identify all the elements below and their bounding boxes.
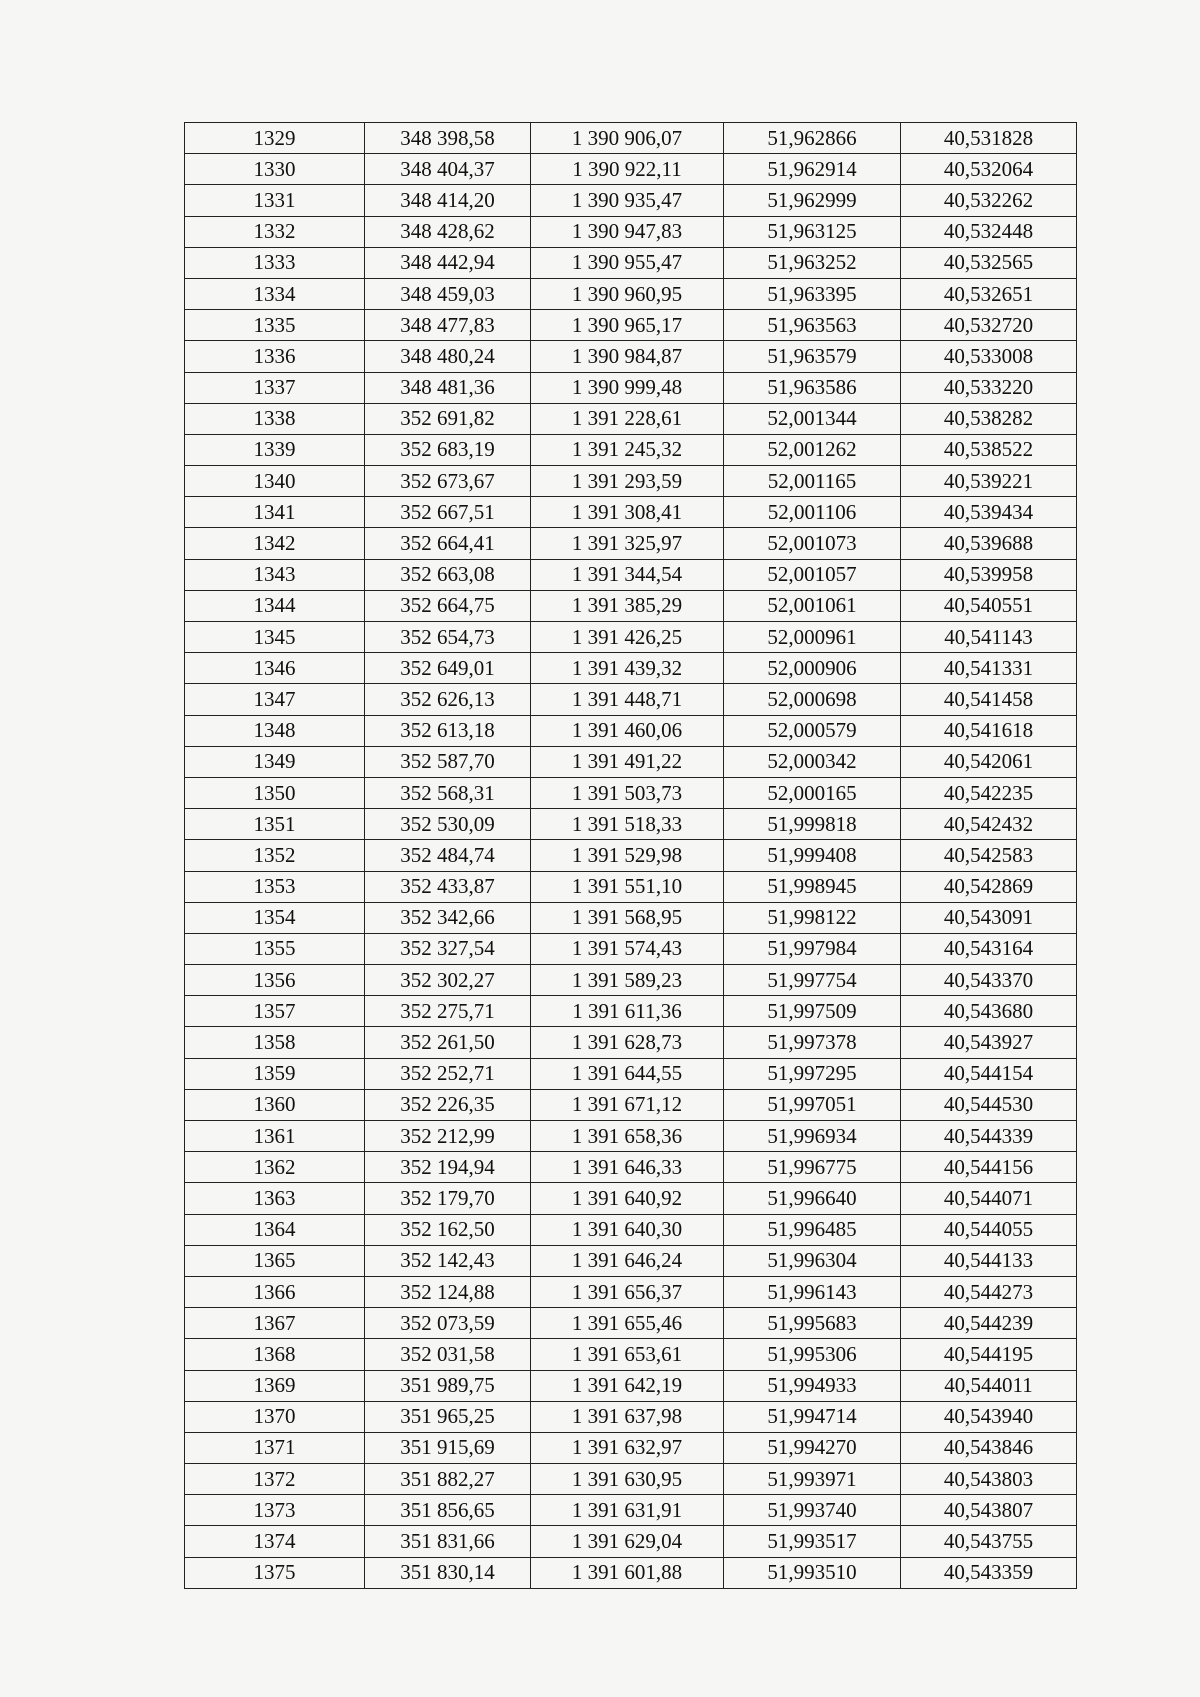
x-coordinate-cell: 351 882,27 [365, 1464, 531, 1495]
table-row [185, 622, 1077, 653]
y-coordinate-cell: 1 391 568,95 [531, 902, 724, 933]
latitude-cell: 52,001106 [724, 497, 901, 528]
y-coordinate-cell: 1 391 655,46 [531, 1308, 724, 1339]
point-number-cell: 1345 [185, 622, 365, 653]
table-row [185, 1089, 1077, 1120]
x-coordinate-cell: 352 073,59 [365, 1308, 531, 1339]
x-coordinate-cell: 352 212,99 [365, 1121, 531, 1152]
point-number-cell: 1374 [185, 1526, 365, 1557]
y-coordinate-cell: 1 391 325,97 [531, 528, 724, 559]
x-coordinate-cell: 352 654,73 [365, 622, 531, 653]
y-coordinate-cell: 1 391 637,98 [531, 1401, 724, 1432]
point-number-cell: 1363 [185, 1183, 365, 1214]
latitude-cell: 51,996304 [724, 1245, 901, 1276]
longitude-cell: 40,532448 [901, 216, 1077, 247]
point-number-cell: 1355 [185, 933, 365, 964]
latitude-cell: 52,000906 [724, 653, 901, 684]
table-row [185, 746, 1077, 777]
point-number-cell: 1368 [185, 1339, 365, 1370]
table-row [185, 590, 1077, 621]
latitude-cell: 51,962999 [724, 185, 901, 216]
x-coordinate-cell: 352 142,43 [365, 1245, 531, 1276]
x-coordinate-cell: 352 179,70 [365, 1183, 531, 1214]
table-row [185, 840, 1077, 871]
table-row [185, 403, 1077, 434]
table-row [185, 154, 1077, 185]
x-coordinate-cell: 348 428,62 [365, 216, 531, 247]
point-number-cell: 1371 [185, 1432, 365, 1463]
longitude-cell: 40,539688 [901, 528, 1077, 559]
latitude-cell: 51,997378 [724, 1027, 901, 1058]
point-number-cell: 1358 [185, 1027, 365, 1058]
table-row [185, 123, 1077, 154]
table-row [185, 965, 1077, 996]
x-coordinate-cell: 351 856,65 [365, 1495, 531, 1526]
point-number-cell: 1375 [185, 1557, 365, 1588]
y-coordinate-cell: 1 391 629,04 [531, 1526, 724, 1557]
point-number-cell: 1330 [185, 154, 365, 185]
point-number-cell: 1344 [185, 590, 365, 621]
longitude-cell: 40,544239 [901, 1308, 1077, 1339]
point-number-cell: 1340 [185, 466, 365, 497]
longitude-cell: 40,532262 [901, 185, 1077, 216]
longitude-cell: 40,543680 [901, 996, 1077, 1027]
table-row [185, 1152, 1077, 1183]
longitude-cell: 40,541458 [901, 684, 1077, 715]
y-coordinate-cell: 1 390 960,95 [531, 278, 724, 309]
table-row [185, 902, 1077, 933]
latitude-cell: 51,962866 [724, 123, 901, 154]
point-number-cell: 1357 [185, 996, 365, 1027]
y-coordinate-cell: 1 391 439,32 [531, 653, 724, 684]
latitude-cell: 51,997754 [724, 965, 901, 996]
point-number-cell: 1336 [185, 341, 365, 372]
table-row [185, 1495, 1077, 1526]
x-coordinate-cell: 352 226,35 [365, 1089, 531, 1120]
longitude-cell: 40,538522 [901, 434, 1077, 465]
table-row [185, 1557, 1077, 1588]
x-coordinate-cell: 352 587,70 [365, 746, 531, 777]
point-number-cell: 1364 [185, 1214, 365, 1245]
table-row [185, 341, 1077, 372]
y-coordinate-cell: 1 391 518,33 [531, 809, 724, 840]
y-coordinate-cell: 1 391 529,98 [531, 840, 724, 871]
point-number-cell: 1334 [185, 278, 365, 309]
latitude-cell: 52,000165 [724, 777, 901, 808]
x-coordinate-cell: 352 664,41 [365, 528, 531, 559]
y-coordinate-cell: 1 391 245,32 [531, 434, 724, 465]
table-row [185, 1339, 1077, 1370]
x-coordinate-cell: 352 252,71 [365, 1058, 531, 1089]
point-number-cell: 1351 [185, 809, 365, 840]
point-number-cell: 1350 [185, 777, 365, 808]
y-coordinate-cell: 1 391 589,23 [531, 965, 724, 996]
y-coordinate-cell: 1 391 344,54 [531, 559, 724, 590]
table-row [185, 1526, 1077, 1557]
longitude-cell: 40,544071 [901, 1183, 1077, 1214]
latitude-cell: 52,001073 [724, 528, 901, 559]
point-number-cell: 1353 [185, 871, 365, 902]
longitude-cell: 40,542432 [901, 809, 1077, 840]
table-row [185, 1276, 1077, 1307]
longitude-cell: 40,544273 [901, 1276, 1077, 1307]
y-coordinate-cell: 1 391 671,12 [531, 1089, 724, 1120]
latitude-cell: 51,998122 [724, 902, 901, 933]
table-row [185, 1370, 1077, 1401]
table-row [185, 1058, 1077, 1089]
longitude-cell: 40,543164 [901, 933, 1077, 964]
y-coordinate-cell: 1 391 308,41 [531, 497, 724, 528]
latitude-cell: 51,997984 [724, 933, 901, 964]
latitude-cell: 51,997509 [724, 996, 901, 1027]
longitude-cell: 40,539221 [901, 466, 1077, 497]
point-number-cell: 1343 [185, 559, 365, 590]
longitude-cell: 40,541618 [901, 715, 1077, 746]
latitude-cell: 51,994714 [724, 1401, 901, 1432]
latitude-cell: 51,993740 [724, 1495, 901, 1526]
y-coordinate-cell: 1 391 628,73 [531, 1027, 724, 1058]
longitude-cell: 40,532064 [901, 154, 1077, 185]
longitude-cell: 40,533008 [901, 341, 1077, 372]
table-row [185, 1183, 1077, 1214]
x-coordinate-cell: 348 442,94 [365, 247, 531, 278]
table-row [185, 715, 1077, 746]
point-number-cell: 1361 [185, 1121, 365, 1152]
y-coordinate-cell: 1 390 965,17 [531, 310, 724, 341]
x-coordinate-cell: 352 162,50 [365, 1214, 531, 1245]
point-number-cell: 1337 [185, 372, 365, 403]
x-coordinate-cell: 352 613,18 [365, 715, 531, 746]
point-number-cell: 1370 [185, 1401, 365, 1432]
table-row [185, 933, 1077, 964]
point-number-cell: 1329 [185, 123, 365, 154]
y-coordinate-cell: 1 391 503,73 [531, 777, 724, 808]
y-coordinate-cell: 1 391 611,36 [531, 996, 724, 1027]
point-number-cell: 1356 [185, 965, 365, 996]
latitude-cell: 52,000698 [724, 684, 901, 715]
table-row [185, 434, 1077, 465]
longitude-cell: 40,539434 [901, 497, 1077, 528]
longitude-cell: 40,543846 [901, 1432, 1077, 1463]
point-number-cell: 1360 [185, 1089, 365, 1120]
y-coordinate-cell: 1 390 935,47 [531, 185, 724, 216]
point-number-cell: 1341 [185, 497, 365, 528]
longitude-cell: 40,532720 [901, 310, 1077, 341]
table-row [185, 1245, 1077, 1276]
y-coordinate-cell: 1 391 551,10 [531, 871, 724, 902]
latitude-cell: 51,996143 [724, 1276, 901, 1307]
x-coordinate-cell: 352 663,08 [365, 559, 531, 590]
x-coordinate-cell: 352 530,09 [365, 809, 531, 840]
x-coordinate-cell: 352 664,75 [365, 590, 531, 621]
point-number-cell: 1362 [185, 1152, 365, 1183]
table-row [185, 1214, 1077, 1245]
latitude-cell: 51,993971 [724, 1464, 901, 1495]
longitude-cell: 40,544339 [901, 1121, 1077, 1152]
y-coordinate-cell: 1 391 460,06 [531, 715, 724, 746]
table-row [185, 216, 1077, 247]
y-coordinate-cell: 1 391 642,19 [531, 1370, 724, 1401]
longitude-cell: 40,541331 [901, 653, 1077, 684]
y-coordinate-cell: 1 391 631,91 [531, 1495, 724, 1526]
table-row [185, 372, 1077, 403]
point-number-cell: 1339 [185, 434, 365, 465]
longitude-cell: 40,543755 [901, 1526, 1077, 1557]
y-coordinate-cell: 1 390 955,47 [531, 247, 724, 278]
x-coordinate-cell: 352 673,67 [365, 466, 531, 497]
latitude-cell: 51,995683 [724, 1308, 901, 1339]
x-coordinate-cell: 348 414,20 [365, 185, 531, 216]
table-row [185, 185, 1077, 216]
longitude-cell: 40,544133 [901, 1245, 1077, 1276]
table-row [185, 497, 1077, 528]
latitude-cell: 51,963579 [724, 341, 901, 372]
table-row [185, 310, 1077, 341]
latitude-cell: 52,001165 [724, 466, 901, 497]
longitude-cell: 40,538282 [901, 403, 1077, 434]
y-coordinate-cell: 1 390 906,07 [531, 123, 724, 154]
x-coordinate-cell: 352 568,31 [365, 777, 531, 808]
latitude-cell: 51,996775 [724, 1152, 901, 1183]
latitude-cell: 51,997051 [724, 1089, 901, 1120]
x-coordinate-cell: 348 477,83 [365, 310, 531, 341]
latitude-cell: 51,963395 [724, 278, 901, 309]
y-coordinate-cell: 1 391 640,92 [531, 1183, 724, 1214]
longitude-cell: 40,544154 [901, 1058, 1077, 1089]
y-coordinate-cell: 1 390 947,83 [531, 216, 724, 247]
point-number-cell: 1348 [185, 715, 365, 746]
latitude-cell: 51,994933 [724, 1370, 901, 1401]
x-coordinate-cell: 352 327,54 [365, 933, 531, 964]
table-row [185, 1027, 1077, 1058]
table-row [185, 247, 1077, 278]
x-coordinate-cell: 352 691,82 [365, 403, 531, 434]
point-number-cell: 1372 [185, 1464, 365, 1495]
longitude-cell: 40,544011 [901, 1370, 1077, 1401]
longitude-cell: 40,543370 [901, 965, 1077, 996]
x-coordinate-cell: 352 433,87 [365, 871, 531, 902]
point-number-cell: 1349 [185, 746, 365, 777]
table-row [185, 1308, 1077, 1339]
longitude-cell: 40,544156 [901, 1152, 1077, 1183]
x-coordinate-cell: 352 484,74 [365, 840, 531, 871]
latitude-cell: 51,963125 [724, 216, 901, 247]
latitude-cell: 51,995306 [724, 1339, 901, 1370]
longitude-cell: 40,532565 [901, 247, 1077, 278]
longitude-cell: 40,543091 [901, 902, 1077, 933]
table-row [185, 1121, 1077, 1152]
y-coordinate-cell: 1 391 658,36 [531, 1121, 724, 1152]
x-coordinate-cell: 352 275,71 [365, 996, 531, 1027]
x-coordinate-cell: 348 398,58 [365, 123, 531, 154]
x-coordinate-cell: 348 404,37 [365, 154, 531, 185]
latitude-cell: 52,001344 [724, 403, 901, 434]
y-coordinate-cell: 1 391 574,43 [531, 933, 724, 964]
latitude-cell: 52,001061 [724, 590, 901, 621]
x-coordinate-cell: 348 459,03 [365, 278, 531, 309]
y-coordinate-cell: 1 391 646,24 [531, 1245, 724, 1276]
y-coordinate-cell: 1 391 644,55 [531, 1058, 724, 1089]
latitude-cell: 52,000961 [724, 622, 901, 653]
y-coordinate-cell: 1 391 385,29 [531, 590, 724, 621]
latitude-cell: 52,000342 [724, 746, 901, 777]
point-number-cell: 1332 [185, 216, 365, 247]
longitude-cell: 40,544055 [901, 1214, 1077, 1245]
longitude-cell: 40,544195 [901, 1339, 1077, 1370]
x-coordinate-cell: 352 667,51 [365, 497, 531, 528]
point-number-cell: 1346 [185, 653, 365, 684]
longitude-cell: 40,543359 [901, 1557, 1077, 1588]
y-coordinate-cell: 1 391 601,88 [531, 1557, 724, 1588]
x-coordinate-cell: 351 830,14 [365, 1557, 531, 1588]
point-number-cell: 1359 [185, 1058, 365, 1089]
longitude-cell: 40,542061 [901, 746, 1077, 777]
y-coordinate-cell: 1 391 653,61 [531, 1339, 724, 1370]
longitude-cell: 40,543940 [901, 1401, 1077, 1432]
latitude-cell: 51,993517 [724, 1526, 901, 1557]
longitude-cell: 40,542235 [901, 777, 1077, 808]
table-row [185, 559, 1077, 590]
x-coordinate-cell: 351 989,75 [365, 1370, 531, 1401]
x-coordinate-cell: 352 683,19 [365, 434, 531, 465]
x-coordinate-cell: 351 915,69 [365, 1432, 531, 1463]
y-coordinate-cell: 1 391 426,25 [531, 622, 724, 653]
point-number-cell: 1347 [185, 684, 365, 715]
latitude-cell: 51,963563 [724, 310, 901, 341]
latitude-cell: 51,962914 [724, 154, 901, 185]
x-coordinate-cell: 352 342,66 [365, 902, 531, 933]
coordinates-table-body [185, 123, 1077, 1589]
y-coordinate-cell: 1 391 448,71 [531, 684, 724, 715]
x-coordinate-cell: 348 481,36 [365, 372, 531, 403]
latitude-cell: 51,963586 [724, 372, 901, 403]
point-number-cell: 1352 [185, 840, 365, 871]
point-number-cell: 1342 [185, 528, 365, 559]
x-coordinate-cell: 352 124,88 [365, 1276, 531, 1307]
y-coordinate-cell: 1 391 640,30 [531, 1214, 724, 1245]
longitude-cell: 40,539958 [901, 559, 1077, 590]
longitude-cell: 40,543807 [901, 1495, 1077, 1526]
y-coordinate-cell: 1 391 228,61 [531, 403, 724, 434]
y-coordinate-cell: 1 391 632,97 [531, 1432, 724, 1463]
latitude-cell: 51,994270 [724, 1432, 901, 1463]
point-number-cell: 1365 [185, 1245, 365, 1276]
latitude-cell: 52,001262 [724, 434, 901, 465]
table-row [185, 1401, 1077, 1432]
latitude-cell: 51,963252 [724, 247, 901, 278]
longitude-cell: 40,531828 [901, 123, 1077, 154]
table-row [185, 996, 1077, 1027]
table-row [185, 1464, 1077, 1495]
latitude-cell: 51,999408 [724, 840, 901, 871]
x-coordinate-cell: 352 031,58 [365, 1339, 531, 1370]
point-number-cell: 1335 [185, 310, 365, 341]
longitude-cell: 40,533220 [901, 372, 1077, 403]
latitude-cell: 51,997295 [724, 1058, 901, 1089]
point-number-cell: 1369 [185, 1370, 365, 1401]
x-coordinate-cell: 352 302,27 [365, 965, 531, 996]
latitude-cell: 51,996934 [724, 1121, 901, 1152]
point-number-cell: 1366 [185, 1276, 365, 1307]
table-row [185, 809, 1077, 840]
x-coordinate-cell: 352 649,01 [365, 653, 531, 684]
longitude-cell: 40,543927 [901, 1027, 1077, 1058]
point-number-cell: 1333 [185, 247, 365, 278]
table-row [185, 466, 1077, 497]
y-coordinate-cell: 1 390 922,11 [531, 154, 724, 185]
x-coordinate-cell: 348 480,24 [365, 341, 531, 372]
latitude-cell: 51,998945 [724, 871, 901, 902]
x-coordinate-cell: 351 831,66 [365, 1526, 531, 1557]
table-row [185, 871, 1077, 902]
latitude-cell: 51,996640 [724, 1183, 901, 1214]
y-coordinate-cell: 1 390 984,87 [531, 341, 724, 372]
point-number-cell: 1338 [185, 403, 365, 434]
point-number-cell: 1373 [185, 1495, 365, 1526]
longitude-cell: 40,542869 [901, 871, 1077, 902]
table-row [185, 278, 1077, 309]
x-coordinate-cell: 351 965,25 [365, 1401, 531, 1432]
point-number-cell: 1331 [185, 185, 365, 216]
latitude-cell: 51,996485 [724, 1214, 901, 1245]
x-coordinate-cell: 352 261,50 [365, 1027, 531, 1058]
point-number-cell: 1367 [185, 1308, 365, 1339]
y-coordinate-cell: 1 390 999,48 [531, 372, 724, 403]
table-row [185, 777, 1077, 808]
latitude-cell: 52,001057 [724, 559, 901, 590]
y-coordinate-cell: 1 391 630,95 [531, 1464, 724, 1495]
y-coordinate-cell: 1 391 491,22 [531, 746, 724, 777]
table-row [185, 684, 1077, 715]
x-coordinate-cell: 352 194,94 [365, 1152, 531, 1183]
coordinates-table [184, 122, 1077, 1589]
longitude-cell: 40,544530 [901, 1089, 1077, 1120]
longitude-cell: 40,540551 [901, 590, 1077, 621]
y-coordinate-cell: 1 391 646,33 [531, 1152, 724, 1183]
table-row [185, 1432, 1077, 1463]
table-row [185, 528, 1077, 559]
longitude-cell: 40,532651 [901, 278, 1077, 309]
y-coordinate-cell: 1 391 293,59 [531, 466, 724, 497]
y-coordinate-cell: 1 391 656,37 [531, 1276, 724, 1307]
longitude-cell: 40,541143 [901, 622, 1077, 653]
latitude-cell: 52,000579 [724, 715, 901, 746]
point-number-cell: 1354 [185, 902, 365, 933]
latitude-cell: 51,993510 [724, 1557, 901, 1588]
table-row [185, 653, 1077, 684]
latitude-cell: 51,999818 [724, 809, 901, 840]
longitude-cell: 40,543803 [901, 1464, 1077, 1495]
longitude-cell: 40,542583 [901, 840, 1077, 871]
x-coordinate-cell: 352 626,13 [365, 684, 531, 715]
